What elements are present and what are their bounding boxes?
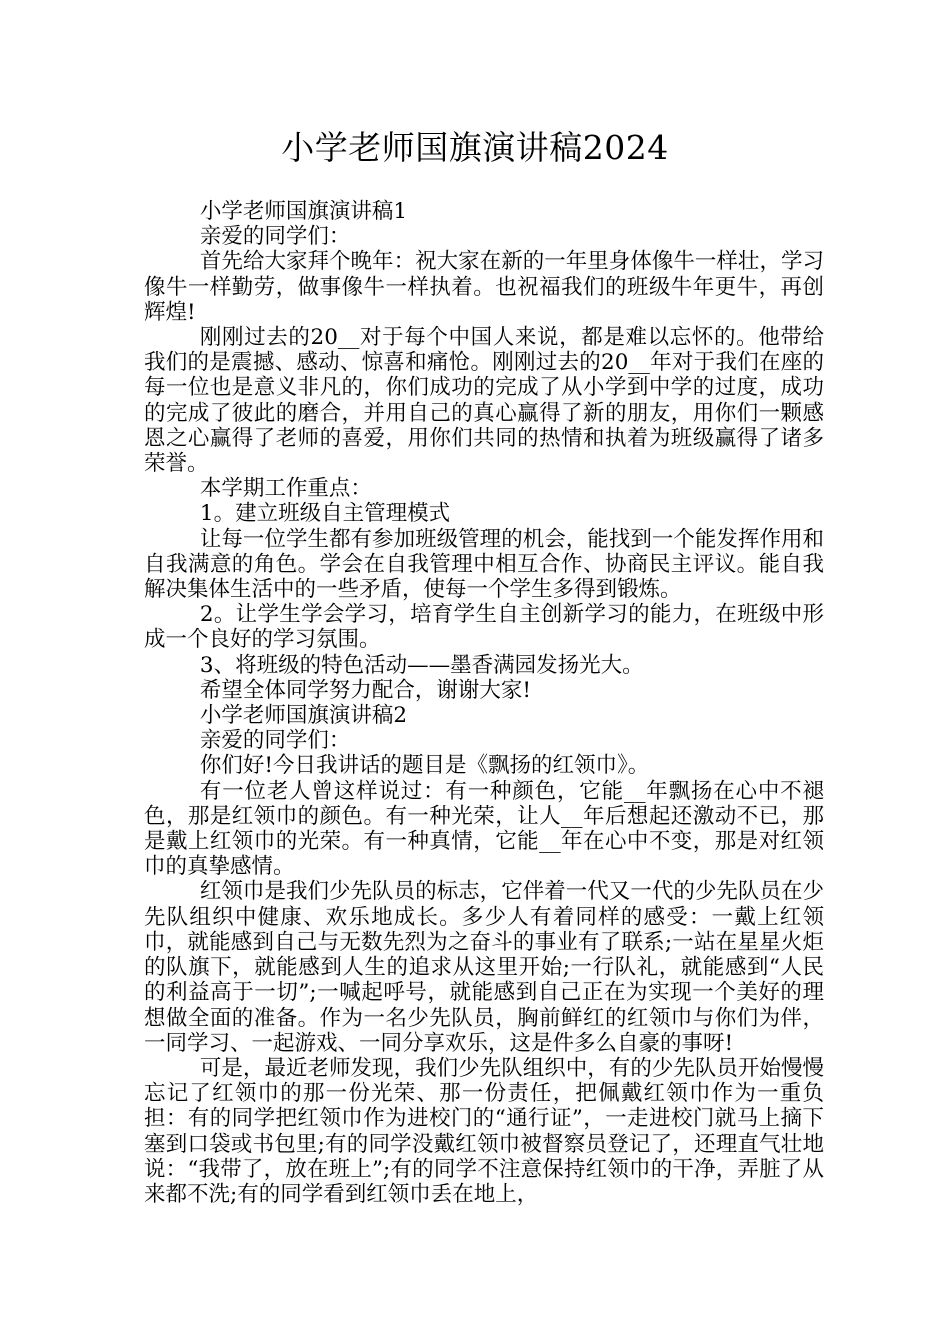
list-item: 3、将班级的特色活动——墨香满园发扬光大。 [199,652,644,678]
body-paragraph: 你们好!今日我讲话的题目是《飘扬的红领巾》。 [199,753,650,779]
body-paragraph: 本学期工作重点： [199,476,372,502]
body-paragraph: 让每一位学生都有参加班级管理的机会，能找到一个能发挥作用和自我满意的角色。学会在自我管理中相互合作、协商民主评议。能自我解决集体生活中的一些矛盾，使每一个学生多得到锻炼。 [144,526,824,603]
salutation: 亲爱的同学们： [199,224,351,250]
list-item: 1。建立班级自主管理模式 [199,501,451,527]
salutation: 亲爱的同学们： [199,728,351,754]
list-item: 2。让学生学会学习，培育学生自主创新学习的能力，在班级中形成一个良好的学习氛围。 [144,602,824,653]
body-paragraph: 首先给大家拜个晚年：祝大家在新的一年里身体像牛一样壮，学习像牛一样勤劳，做事像牛一样执着。也祝福我们的班级牛年更牛，再创辉煌! [144,249,824,325]
section-heading-1: 小学老师国旗演讲稿1 [199,199,408,224]
body-paragraph: 可是，最近老师发现，我们少先队组织中，有的少先队员开始慢慢忘记了红领巾的那一份光荣、那一份责任，把佩戴红领巾作为一重负担：有的同学把红领巾作为进校门的“通行证”，一走进校门就马上摘下塞到口袋或书包里;有的同学没戴红领巾被督察员登记了，还理直气壮地说：“我带了，放在班上”;有的同学不注意保持红领巾的干净，弄脏了从来都不洗;有的同学看到红领巾丢在地上， [144,1055,824,1207]
section-heading-2: 小学老师国旗演讲稿2 [199,703,408,729]
document-title: 小学老师国旗演讲稿2024 [281,128,669,167]
body-paragraph: 希望全体同学努力配合，谢谢大家! [199,677,532,703]
body-paragraph: 红领巾是我们少先队员的标志，它伴着一代又一代的少先队员在少先队组织中健康、欢乐地成长。多少人有着同样的感受：一戴上红领巾，就能感到自己与无数先烈为之奋斗的事业有了联系;一站在星星火炬的队旗下，就能感到人生的追求从这里开始;一行队礼，就能感到“人民的利益高于一切”;一喊起呼号，就能感到自己正在为实现一个美好的理想做全面的准备。作为一名少先队员，胸前鲜红的红领巾与你们为伴，一同学习、一起游戏、一同分享欢乐，这是件多么自豪的事呀! [144,879,824,1056]
body-paragraph: 有一位老人曾这样说过：有一种颜色，它能__年飘扬在心中不褪色，那是红领巾的颜色。有一种光荣，让人__年后想起还激动不已，那是戴上红领巾的光荣。有一种真情，它能__年在心中不变，那是对红领巾的真挚感情。 [144,778,824,880]
body-paragraph: 刚刚过去的20__对于每个中国人来说，都是难以忘怀的。他带给我们的是震撼、感动、惊喜和痛怆。刚刚过去的20__年对于我们在座的每一位也是意义非凡的，你们成功的完成了从小学到中学的过度，成功的完成了彼此的磨合，并用自己的真心赢得了新的朋友，用你们一颗感恩之心赢得了老师的喜爱，用你们共同的热情和执着为班级赢得了诸多荣誉。 [144,325,824,477]
document-body [144,199,824,1207]
